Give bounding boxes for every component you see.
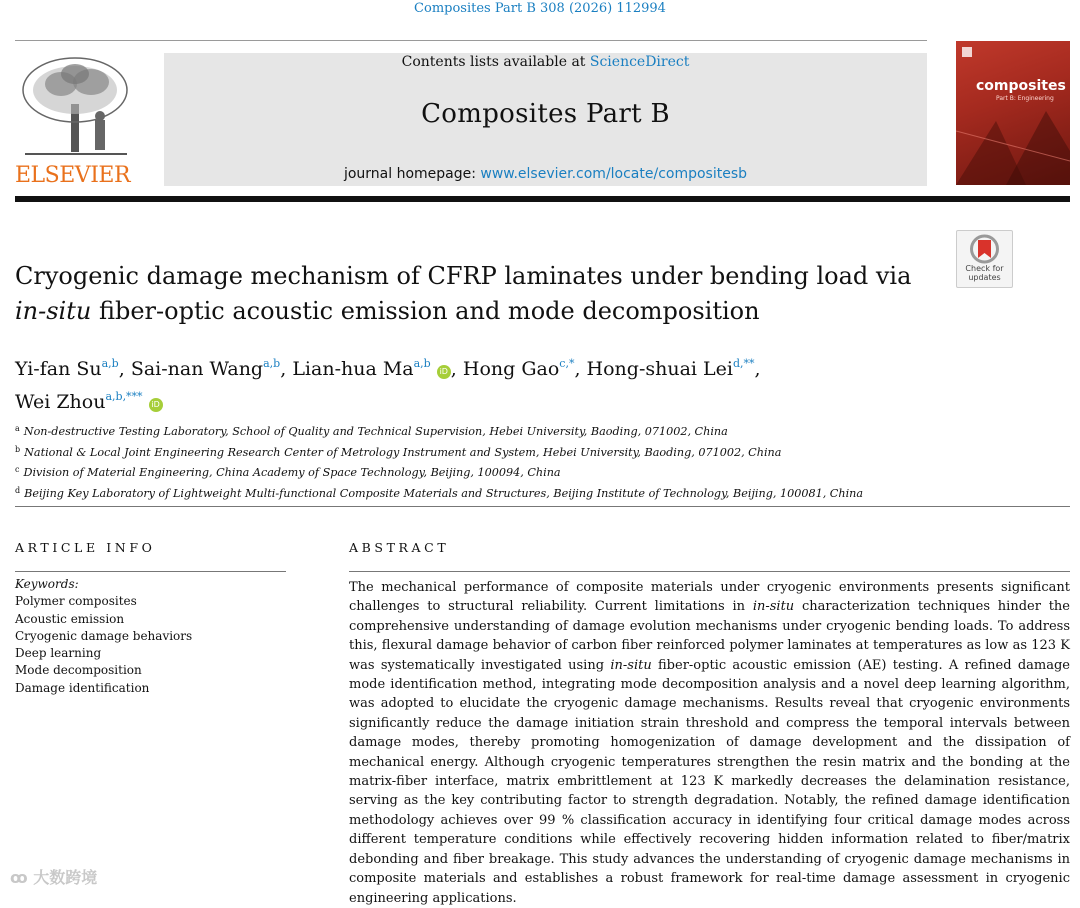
journal-cover-image[interactable] [956, 41, 1070, 185]
journal-masthead [164, 53, 927, 186]
crossmark-label: Check for updates [965, 264, 1004, 282]
affiliations [15, 420, 1065, 502]
watermark-logo [10, 865, 97, 888]
article-info-heading: ARTICLE INFO [15, 540, 156, 555]
keywords-label: Keywords: [15, 577, 79, 591]
keyword-item: Damage identification [15, 680, 150, 695]
contents-prefix: Contents lists available at [401, 54, 590, 70]
affiliation-item: $^b$ National & Local Joint Engineering Research Center of Metrology Instrument and System, Hebei University, Baoding, 071002, China [15, 444, 782, 459]
abstract-text: The mechanical performance of composite materials under cryogenic environments presents significant challenges to structural reliability. Current limitations in in-situ characterization techniques hinder the comprehensive understanding of damage evolution mechanisms under cryogenic bending loads. To address this, flexural damage behavior of carbon fiber reinforced polymer laminates at temperatures as low as 123 K was systematically investigated using in-situ fiber-optic acoustic emission (AE) testing. A refined damage mode identification method, integrating mode decomposition analysis and a novel deep learning algorithm, was adopted to elucidate the cryogenic damage mechanisms. Results reveal that cryogenic environments significantly reduce the damage initiation strain threshold and compress the temporal intervals between damage modes, thereby promoting homogenization of damage development and the dissipation of mechanical energy. Although cryogenic temperatures strengthen the resin matrix and the bonding at the matrix-fiber interface, matrix embrittlement at 123 K markedly decreases the delamination resistance, serving as the key contributing factor to strength degradation. Notably, the refined damage identification methodology achieves over 99 % classification accuracy in identifying four critical damage modes across different temperature conditions while effectively recovering hidden information related to fiber/matrix debonding and fiber breakage. This study advances the understanding of cryogenic damage mechanisms in composite materials and establishes a robust framework for real-time damage assessment in cryogenic engineering applications. [349, 580, 1070, 906]
crossmark-icon [957, 231, 1012, 265]
sciencedirect-link[interactable]: ScienceDirect [589, 54, 690, 70]
author-name[interactable]: Hong-shuai Lei [586, 358, 733, 380]
homepage-prefix: journal homepage: [343, 166, 481, 182]
keyword-item: Polymer composites [15, 594, 137, 609]
title-line-2: fiber-optic acoustic emission and mode decomposition [91, 297, 760, 325]
orcid-icon[interactable]: iD [149, 398, 163, 412]
author-name[interactable]: Yi-fan Su [15, 358, 102, 380]
cover-subtitle: Part B: Engineering [996, 95, 1054, 102]
article-title [15, 259, 935, 329]
header-rule [15, 196, 1070, 202]
author-list: Yi-fan Su$^{a,b}$, Sai-nan Wang$^{a,b}$, Lian-hua Ma$^{a,b}$ iD , Hong Gao$^{c,*}$, Hong-shuai Lei$^{d,**}$, Wei Zhou$^{a,b,***}$ iD [15, 357, 761, 413]
contents-line [164, 53, 927, 71]
affiliation-item: $^c$ Division of Material Engineering, China Academy of Space Technology, Beijing, 100094, China [15, 465, 561, 480]
check-for-updates-button[interactable] [956, 230, 1013, 288]
keyword-item: Cryogenic damage behaviors [15, 628, 193, 643]
title-line-1: Cryogenic damage mechanism of CFRP laminates under bending load via [15, 262, 912, 290]
watermark-icon: ꝏ [10, 868, 34, 887]
cover-title: composites [976, 78, 1066, 94]
author-name[interactable]: Wei Zhou [15, 391, 106, 413]
author-affiliation-mark[interactable]: a,b [413, 357, 431, 370]
elsevier-wordmark: ELSEVIER [15, 163, 131, 188]
homepage-link[interactable]: www.elsevier.com/locate/compositesb [480, 166, 748, 182]
author-affiliation-mark[interactable]: d,** [732, 357, 755, 370]
affiliation-item: $^d$ Beijing Key Laboratory of Lightweight Multi-functional Composite Materials and Structures, Beijing Institute of Technology, Beijing, 100081, China [15, 485, 864, 500]
keyword-item: Deep learning [15, 646, 102, 661]
journal-title: Composites Part B [421, 99, 670, 129]
author-affiliation-mark[interactable]: a,b [263, 357, 281, 370]
keywords-block [15, 576, 285, 697]
keyword-item: Acoustic emission [15, 611, 125, 626]
author-affiliation-mark[interactable]: a,b [101, 357, 119, 370]
title-italic: in-situ [15, 297, 92, 325]
abstract-heading: ABSTRACT [349, 540, 450, 555]
top-rule [15, 40, 927, 41]
homepage-line [164, 166, 927, 182]
author-affiliation-mark[interactable]: c,* [559, 357, 575, 370]
affiliation-item: $^a$ Non-destructive Testing Laboratory, School of Quality and Technical Supervision, Hebei University, Baoding, 071002, China [15, 424, 728, 438]
citation-line[interactable]: Composites Part B 308 (2026) 112994 [414, 1, 666, 16]
keyword-item: Mode decomposition [15, 663, 142, 678]
orcid-icon[interactable]: iD [437, 365, 451, 379]
abstract-rule [349, 571, 1070, 572]
author-name[interactable]: Lian-hua Ma [292, 358, 414, 380]
article-info-rule [15, 571, 286, 572]
author-name[interactable]: Sai-nan Wang [130, 358, 264, 380]
watermark-text: 大数跨境 [33, 868, 98, 887]
author-affiliation-mark[interactable]: a,b,*** [105, 390, 143, 403]
author-name[interactable]: Hong Gao [462, 358, 560, 380]
section-rule [15, 506, 1070, 507]
